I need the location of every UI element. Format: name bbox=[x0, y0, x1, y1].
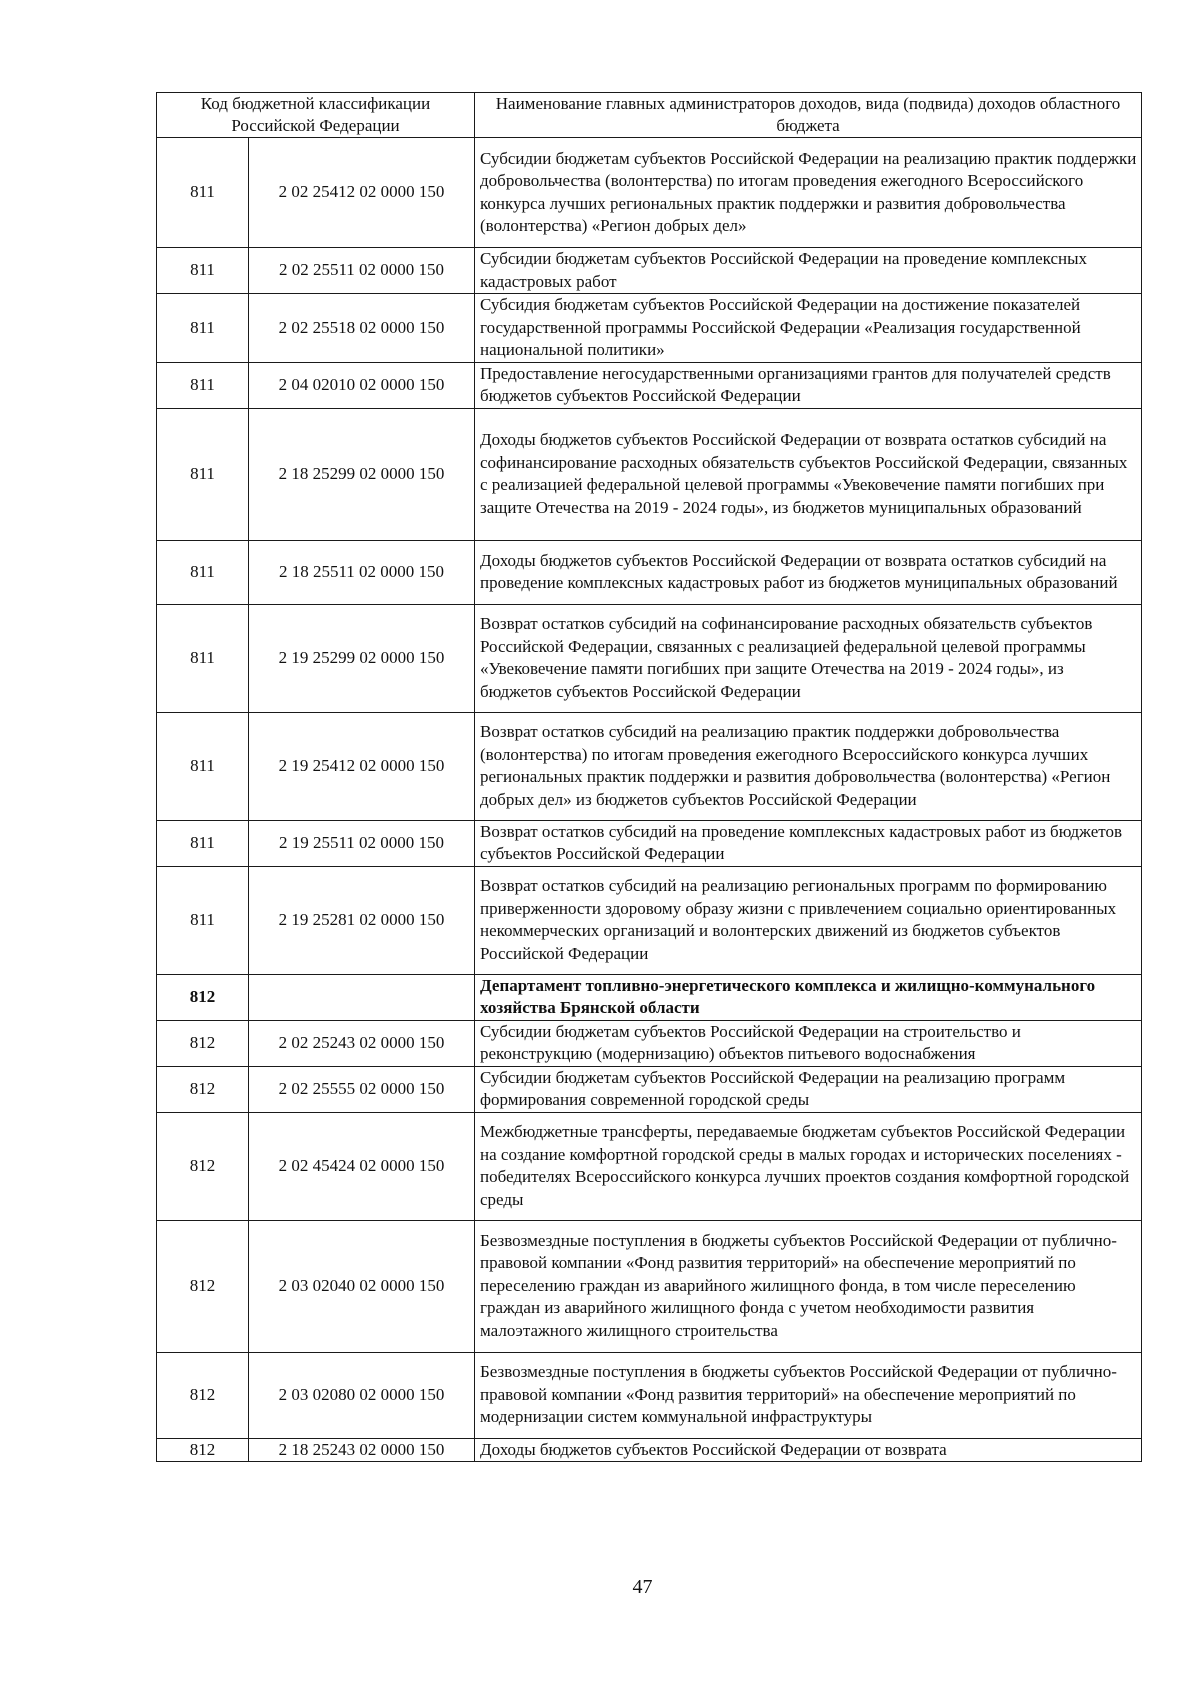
table-row bbox=[157, 1438, 1142, 1462]
table-row bbox=[157, 866, 1142, 974]
revenue-name-cell: Субсидии бюджетам субъектов Российской Федерации на реализацию программ формирования современной городской среды bbox=[475, 1066, 1142, 1112]
page-number: 47 bbox=[632, 1576, 653, 1598]
admin-code-cell: 811 bbox=[157, 138, 249, 248]
budget-code-cell: 2 02 25555 02 0000 150 bbox=[249, 1066, 475, 1112]
department-row bbox=[157, 974, 1142, 1020]
header-code-group: Код бюджетной классификации Российской Федерации bbox=[157, 93, 475, 138]
budget-code-cell: 2 02 25511 02 0000 150 bbox=[249, 248, 475, 294]
table-row bbox=[157, 820, 1142, 866]
budget-code-cell: 2 02 25518 02 0000 150 bbox=[249, 294, 475, 363]
table-row bbox=[157, 1066, 1142, 1112]
admin-code-cell: 812 bbox=[157, 1352, 249, 1438]
revenue-name-cell: Департамент топливно-энергетического комплекса и жилищно-коммунального хозяйства Брянской области bbox=[475, 974, 1142, 1020]
table-header-row bbox=[157, 93, 1142, 138]
revenue-name-cell: Безвозмездные поступления в бюджеты субъектов Российской Федерации от публично-правовой компании «Фонд развития территорий» на обеспечение мероприятий по модернизации систем коммунальной инфраструктуры bbox=[475, 1352, 1142, 1438]
table-row bbox=[157, 1020, 1142, 1066]
admin-code-cell: 812 bbox=[157, 1112, 249, 1220]
admin-code-cell: 811 bbox=[157, 604, 249, 712]
budget-code-cell: 2 19 25281 02 0000 150 bbox=[249, 866, 475, 974]
budget-code-cell: 2 19 25299 02 0000 150 bbox=[249, 604, 475, 712]
table-row bbox=[157, 248, 1142, 294]
budget-code-cell: 2 18 25511 02 0000 150 bbox=[249, 540, 475, 604]
header-name-col: Наименование главных администраторов доходов, вида (подвида) доходов областного бюджета bbox=[475, 93, 1142, 138]
revenue-name-cell: Субсидии бюджетам субъектов Российской Федерации на проведение комплексных кадастровых работ bbox=[475, 248, 1142, 294]
admin-code-cell: 811 bbox=[157, 540, 249, 604]
table-row bbox=[157, 712, 1142, 820]
admin-code-cell: 812 bbox=[157, 1066, 249, 1112]
revenue-name-cell: Субсидии бюджетам субъектов Российской Федерации на строительство и реконструкцию (модернизацию) объектов питьевого водоснабжения bbox=[475, 1020, 1142, 1066]
table-row bbox=[157, 1352, 1142, 1438]
table-row bbox=[157, 294, 1142, 363]
budget-code-cell: 2 03 02080 02 0000 150 bbox=[249, 1352, 475, 1438]
table-row bbox=[157, 408, 1142, 540]
table-row bbox=[157, 604, 1142, 712]
budget-code-cell: 2 19 25511 02 0000 150 bbox=[249, 820, 475, 866]
budget-code-cell: 2 04 02010 02 0000 150 bbox=[249, 362, 475, 408]
admin-code-cell: 812 bbox=[157, 1438, 249, 1462]
admin-code-cell: 812 bbox=[157, 974, 249, 1020]
revenue-name-cell: Предоставление негосударственными организациями грантов для получателей средств бюджетов субъектов Российской Федерации bbox=[475, 362, 1142, 408]
budget-code-cell: 2 19 25412 02 0000 150 bbox=[249, 712, 475, 820]
budget-code-cell bbox=[249, 974, 475, 1020]
revenue-name-cell: Возврат остатков субсидий на софинансирование расходных обязательств субъектов Российской Федерации, связанных с реализацией федеральной целевой программы «Увековечение памяти погибших при защите Отечества на 2019 - 2024 годы», из бюджетов субъектов Российской Федерации bbox=[475, 604, 1142, 712]
budget-code-cell: 2 18 25243 02 0000 150 bbox=[249, 1438, 475, 1462]
admin-code-cell: 811 bbox=[157, 408, 249, 540]
revenue-name-cell: Субсидии бюджетам субъектов Российской Федерации на реализацию практик поддержки добровольчества (волонтерства) по итогам проведения ежегодного Всероссийского конкурса лучших региональных практик поддержки и развития добровольчества (волонтерства) «Регион добрых дел» bbox=[475, 138, 1142, 248]
budget-code-cell: 2 02 25412 02 0000 150 bbox=[249, 138, 475, 248]
revenue-name-cell: Безвозмездные поступления в бюджеты субъектов Российской Федерации от публично-правовой компании «Фонд развития территорий» на обеспечение мероприятий по переселению граждан из аварийного жилищного фонда, в том числе переселению граждан из аварийного жилищного фонда с учетом необходимости развития малоэтажного жилищного строительства bbox=[475, 1220, 1142, 1352]
revenue-name-cell: Межбюджетные трансферты, передаваемые бюджетам субъектов Российской Федерации на создание комфортной городской среды в малых городах и исторических поселениях - победителях Всероссийского конкурса лучших проектов создания комфортной городской среды bbox=[475, 1112, 1142, 1220]
revenue-name-cell: Доходы бюджетов субъектов Российской Федерации от возврата остатков субсидий на софинансирование расходных обязательств субъектов Российской Федерации, связанных с реализацией федеральной целевой программы «Увековечение памяти погибших при защите Отечества на 2019 - 2024 годы», из бюджетов муниципальных образований bbox=[475, 408, 1142, 540]
table-row bbox=[157, 138, 1142, 248]
revenue-name-cell: Возврат остатков субсидий на реализацию практик поддержки добровольчества (волонтерства) по итогам проведения ежегодного Всероссийского конкурса лучших региональных практик поддержки и развития добровольчества (волонтерства) «Регион добрых дел» из бюджетов субъектов Российской Федерации bbox=[475, 712, 1142, 820]
table-row bbox=[157, 362, 1142, 408]
admin-code-cell: 811 bbox=[157, 248, 249, 294]
budget-code-cell: 2 18 25299 02 0000 150 bbox=[249, 408, 475, 540]
revenue-name-cell: Возврат остатков субсидий на реализацию региональных программ по формированию приверженности здоровому образу жизни с привлечением социально ориентированных некоммерческих организаций и волонтерских движений из бюджетов субъектов Российской Федерации bbox=[475, 866, 1142, 974]
table-row bbox=[157, 540, 1142, 604]
table-row bbox=[157, 1112, 1142, 1220]
admin-code-cell: 811 bbox=[157, 820, 249, 866]
revenue-name-cell: Возврат остатков субсидий на проведение комплексных кадастровых работ из бюджетов субъектов Российской Федерации bbox=[475, 820, 1142, 866]
admin-code-cell: 811 bbox=[157, 866, 249, 974]
admin-code-cell: 812 bbox=[157, 1020, 249, 1066]
revenue-name-cell: Субсидия бюджетам субъектов Российской Федерации на достижение показателей государственной программы Российской Федерации «Реализация государственной национальной политики» bbox=[475, 294, 1142, 363]
admin-code-cell: 811 bbox=[157, 712, 249, 820]
revenue-name-cell: Доходы бюджетов субъектов Российской Федерации от возврата остатков субсидий на проведение комплексных кадастровых работ из бюджетов муниципальных образований bbox=[475, 540, 1142, 604]
admin-code-cell: 811 bbox=[157, 294, 249, 363]
revenue-name-cell: Доходы бюджетов субъектов Российской Федерации от возврата bbox=[475, 1438, 1142, 1462]
budget-code-cell: 2 03 02040 02 0000 150 bbox=[249, 1220, 475, 1352]
table-row bbox=[157, 1220, 1142, 1352]
admin-code-cell: 811 bbox=[157, 362, 249, 408]
budget-code-cell: 2 02 45424 02 0000 150 bbox=[249, 1112, 475, 1220]
table-body bbox=[157, 93, 1142, 1462]
budget-classification-table bbox=[156, 92, 1142, 1462]
admin-code-cell: 812 bbox=[157, 1220, 249, 1352]
budget-code-cell: 2 02 25243 02 0000 150 bbox=[249, 1020, 475, 1066]
